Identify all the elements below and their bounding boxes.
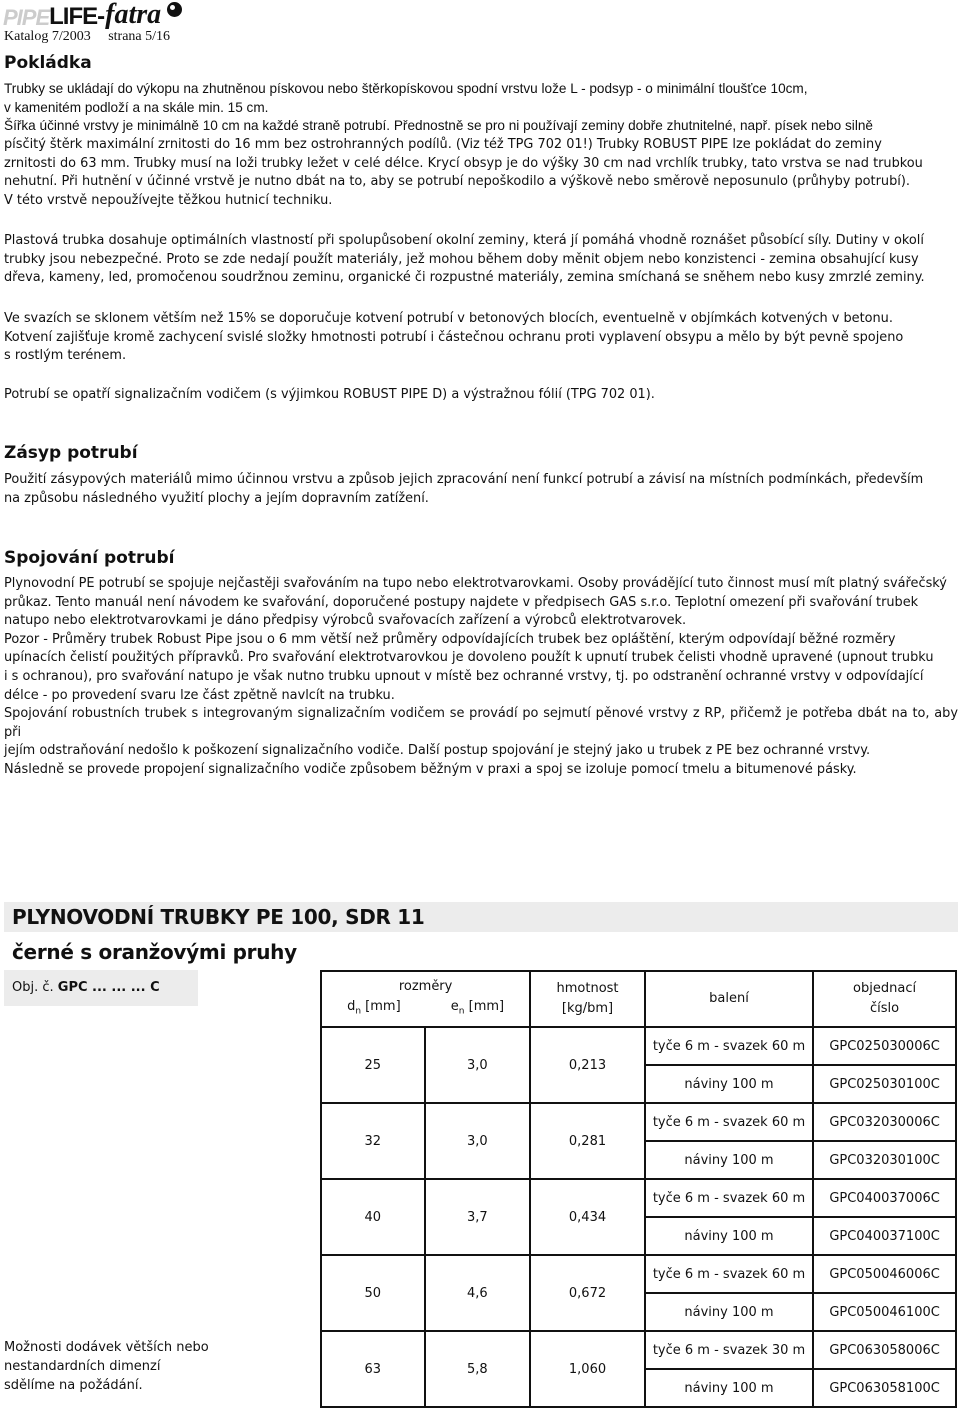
note-line: Možnosti dodávek větších nebo: [4, 1340, 209, 1355]
cell-packaging: náviny 100 m: [645, 1141, 813, 1179]
cell-en: 5,8: [425, 1331, 531, 1407]
cell-dn: 40: [321, 1179, 425, 1255]
header-hmotnost-unit: [kg/bm]: [561, 1001, 614, 1016]
text-line: zrnitosti do 63 mm. Trubky musí na loži trubky ležet v celé délce. Krycí obsyp je do výšky 30 cm nad vrchlík trubky, tato vrstva se nad trubkou: [4, 155, 923, 171]
cell-packaging: tyče 6 m - svazek 60 m: [645, 1179, 813, 1217]
header-packaging: balení: [645, 971, 813, 1027]
cell-order-number: GPC050046006C: [813, 1255, 956, 1293]
section-title-pokladka: Pokládka: [4, 53, 92, 73]
section-title-spojovani: Spojování potrubí: [4, 548, 175, 568]
table-row: [321, 1179, 956, 1217]
cell-order-number: GPC025030100C: [813, 1065, 956, 1103]
cell-order-number: GPC032030100C: [813, 1141, 956, 1179]
text-line: s rostlým terénem.: [4, 348, 127, 364]
table-row: [321, 1331, 956, 1369]
cell-order-number: GPC063058100C: [813, 1369, 956, 1407]
text-line: jejím odstraňování nedošlo k poškození signalizačního vodiče. Další postup spojování je stejný jako u trubek z PE bez ochranné vrstvy.: [4, 743, 871, 759]
cell-dn: 32: [321, 1103, 425, 1179]
text-line: Plastová trubka dosahuje optimálních vlastností při spolupůsobení okolní zeminy, která jí pomáhá vhodně roznášet působící síly. Dutiny v okolí: [4, 233, 924, 248]
text-line: Použití zásypových materiálů mimo účinnou vrstvu a způsob jejich zpracování není funkcí potrubí a závisí na místních podmínkách, především: [4, 472, 924, 487]
cell-mass: 0,281: [530, 1103, 645, 1179]
header-objednaci: objednací: [853, 981, 917, 996]
cell-packaging: tyče 6 m - svazek 30 m: [645, 1331, 813, 1369]
text-line: Trubky se ukládají do výkopu na zhutněnou pískovou nebo štěrkopískovou spodní vrstvu lože L - podsyp - o minimální tloušťce 10cm,: [4, 81, 808, 96]
product-subtitle: černé s oranžovými pruhy: [12, 940, 297, 964]
pokladka-paragraph-2: [4, 136, 958, 210]
catalog-info: [4, 29, 184, 45]
note-line: sdělíme na požádání.: [4, 1378, 143, 1393]
header-dim-units: [322, 997, 529, 1022]
order-code: [12, 980, 160, 995]
cell-packaging: náviny 100 m: [645, 1369, 813, 1407]
cell-mass: 0,213: [530, 1027, 645, 1103]
cell-mass: 0,672: [530, 1255, 645, 1331]
product-title: PLYNOVODNÍ TRUBKY PE 100, SDR 11: [12, 905, 425, 929]
cell-packaging: náviny 100 m: [645, 1065, 813, 1103]
brand-logo: [3, 1, 182, 31]
text-line: v kamenitém podloží a na skále min. 15 cm.: [4, 99, 269, 115]
spec-table: [320, 970, 957, 1408]
text-line: Šířka účinné vrstvy je minimálně 10 cm na každé straně potrubí. Přednostně se pro ni používají zeminy dobře zhutnitelné, např. písek nebo silně: [4, 118, 873, 134]
cell-packaging: tyče 6 m - svazek 60 m: [645, 1103, 813, 1141]
text-line: na způsobu následného využití plochy a jejím dopravním zatížení.: [4, 490, 429, 506]
order-code-prefix: Obj. č.: [12, 980, 54, 995]
cell-order-number: GPC025030006C: [813, 1027, 956, 1065]
cell-order-number: GPC050046100C: [813, 1293, 956, 1331]
pokladka-paragraph-5: [4, 386, 958, 405]
cell-dn: 25: [321, 1027, 425, 1103]
text-line: průkaz. Tento manuál není návodem ke svařování, doporučené postupy najdete v předpisech GAS s.r.o. Teplotní omezení při svařování trubek: [4, 594, 919, 610]
zasyp-paragraph: [4, 471, 958, 508]
text-line: natupo nebo elektrotvarovkami je dáno předpisy výrobců svařovacích zařízení a výrobců elektrotvarovek.: [4, 613, 687, 629]
cell-dn: 50: [321, 1255, 425, 1331]
logo-ball-icon: [167, 2, 182, 17]
text-line: Kotvení zajišťuje kromě zachycení svislé složky hmotnosti potrubí i částečnou ochranu proti vyplavení obsypu a mělo by být pevně spojeno: [4, 329, 904, 345]
text-line: upínacích čelistí použitých přípravků. Pro svařování elektrotvarovkou je dovoleno použít k upnutí trubek čelisti vhodně upravené (upnout trubku: [4, 650, 934, 666]
text-line: Pozor - Průměry trubek Robust Pipe jsou o 6 mm větší než průměry odpovídajících trubek bez opláštění, kterým odpovídají běžné rozměry: [4, 631, 896, 647]
text-line: Spojování robustních trubek s integrovaným signalizačním vodičem se provádí po sejmutí pěnové vrstvy z RP, přičemž je potřeba dbát na to, aby při: [4, 706, 958, 740]
text-line: Potrubí se opatří signalizačním vodičem (s výjimkou ROBUST PIPE D) a výstražnou fólií (TPG 702 01).: [4, 387, 655, 402]
order-code-value: GPC ... ... ... C: [57, 980, 160, 995]
logo-life: LIFE-: [49, 3, 105, 30]
text-line: i s ochranou), pro svařování natupo je však nutno trubku upnout v místě bez ochranné vrstvy, tj. po odstranění ochranné vrstvy v odpovídající: [4, 668, 924, 684]
text-line: Plynovodní PE potrubí se spojuje nejčastěji svařováním na tupo nebo elektrotvarovkami. Osoby provádějící tuto činnost musí mít platný svářečský: [4, 576, 947, 591]
text-line: Následně se provede propojení signalizačního vodiče způsobem běžným v praxi a spoj se izoluje pomocí tmelu a bitumenové pásky.: [4, 761, 857, 777]
cell-packaging: náviny 100 m: [645, 1217, 813, 1255]
cell-packaging: náviny 100 m: [645, 1293, 813, 1331]
header-order-number: [813, 971, 956, 1027]
cell-packaging: tyče 6 m - svazek 60 m: [645, 1255, 813, 1293]
catalog-page: strana 5/16: [108, 29, 171, 44]
section-title-zasyp: Zásyp potrubí: [4, 443, 138, 463]
cell-en: 3,7: [425, 1179, 531, 1255]
cell-mass: 1,060: [530, 1331, 645, 1407]
text-line: dřeva, kameny, led, promočenou soudržnou zeminu, organické či rozpustné materiály, zemina smíchaná se sněhem nebo kusy zmrzlé zeminy.: [4, 270, 925, 286]
header-mass: [530, 971, 645, 1027]
text-line: Ve svazích se sklonem větším než 15% se doporučuje kotvení potrubí v betonových blocích, eventuelně v objímkách kotvených v betonu.: [4, 311, 893, 326]
text-line: písčitý štěrk maximální zrnitosti do 16 mm bez ostrohranných podílů. (Viz též TPG 702 01!) Trubky ROBUST PIPE lze pokládat do zeminy: [4, 137, 882, 152]
cell-order-number: GPC040037100C: [813, 1217, 956, 1255]
cell-order-number: GPC040037006C: [813, 1179, 956, 1217]
text-line: nehutní. Při hutnění v účinné vrstvě je nutno dbát na to, aby se potrubí nepoškodilo a výškově nebo směrově neposunulo (průhyby potrubí).: [4, 174, 910, 190]
cell-en: 3,0: [425, 1103, 531, 1179]
text-line: trubky jsou nebezpečné. Proto se zde nedají použít materiály, jež mohou během doby měnit objem nebo konzistenci - zemina obsahující kusy: [4, 251, 919, 267]
table-row: [321, 1255, 956, 1293]
table-row: [321, 1103, 956, 1141]
cell-order-number: GPC032030006C: [813, 1103, 956, 1141]
note-line: nestandardních dimenzí: [4, 1359, 161, 1374]
delivery-note: [4, 1338, 244, 1395]
text-line: délce - po provedení svaru lze část zpětně navlcít na trubku.: [4, 687, 395, 703]
header-dimensions: [321, 971, 530, 1027]
cell-order-number: GPC063058006C: [813, 1331, 956, 1369]
header-en: $e_n$ [mm]: [450, 998, 505, 1017]
text-line: V této vrstvě nepoužívejte těžkou hutnicí techniku.: [4, 192, 333, 208]
cell-dn: 63: [321, 1331, 425, 1407]
header-dn: $d_n$ [mm]: [347, 998, 401, 1017]
logo-fatra: fatra: [105, 0, 162, 30]
cell-packaging: tyče 6 m - svazek 60 m: [645, 1027, 813, 1065]
table-row: [321, 1027, 956, 1065]
spojovani-paragraph: [4, 575, 958, 780]
header-hmotnost: hmotnost: [556, 981, 619, 996]
pokladka-paragraph-3: [4, 232, 958, 288]
header-cislo: číslo: [870, 1001, 900, 1016]
pokladka-paragraph-4: [4, 310, 958, 366]
cell-mass: 0,434: [530, 1179, 645, 1255]
cell-en: 3,0: [425, 1027, 531, 1103]
logo-pipe: PIPE: [3, 5, 50, 30]
header-rozmery: rozměry: [398, 978, 453, 994]
cell-en: 4,6: [425, 1255, 531, 1331]
catalog-issue: Katalog 7/2003: [4, 29, 91, 44]
pokladka-paragraph-1: [4, 80, 958, 136]
